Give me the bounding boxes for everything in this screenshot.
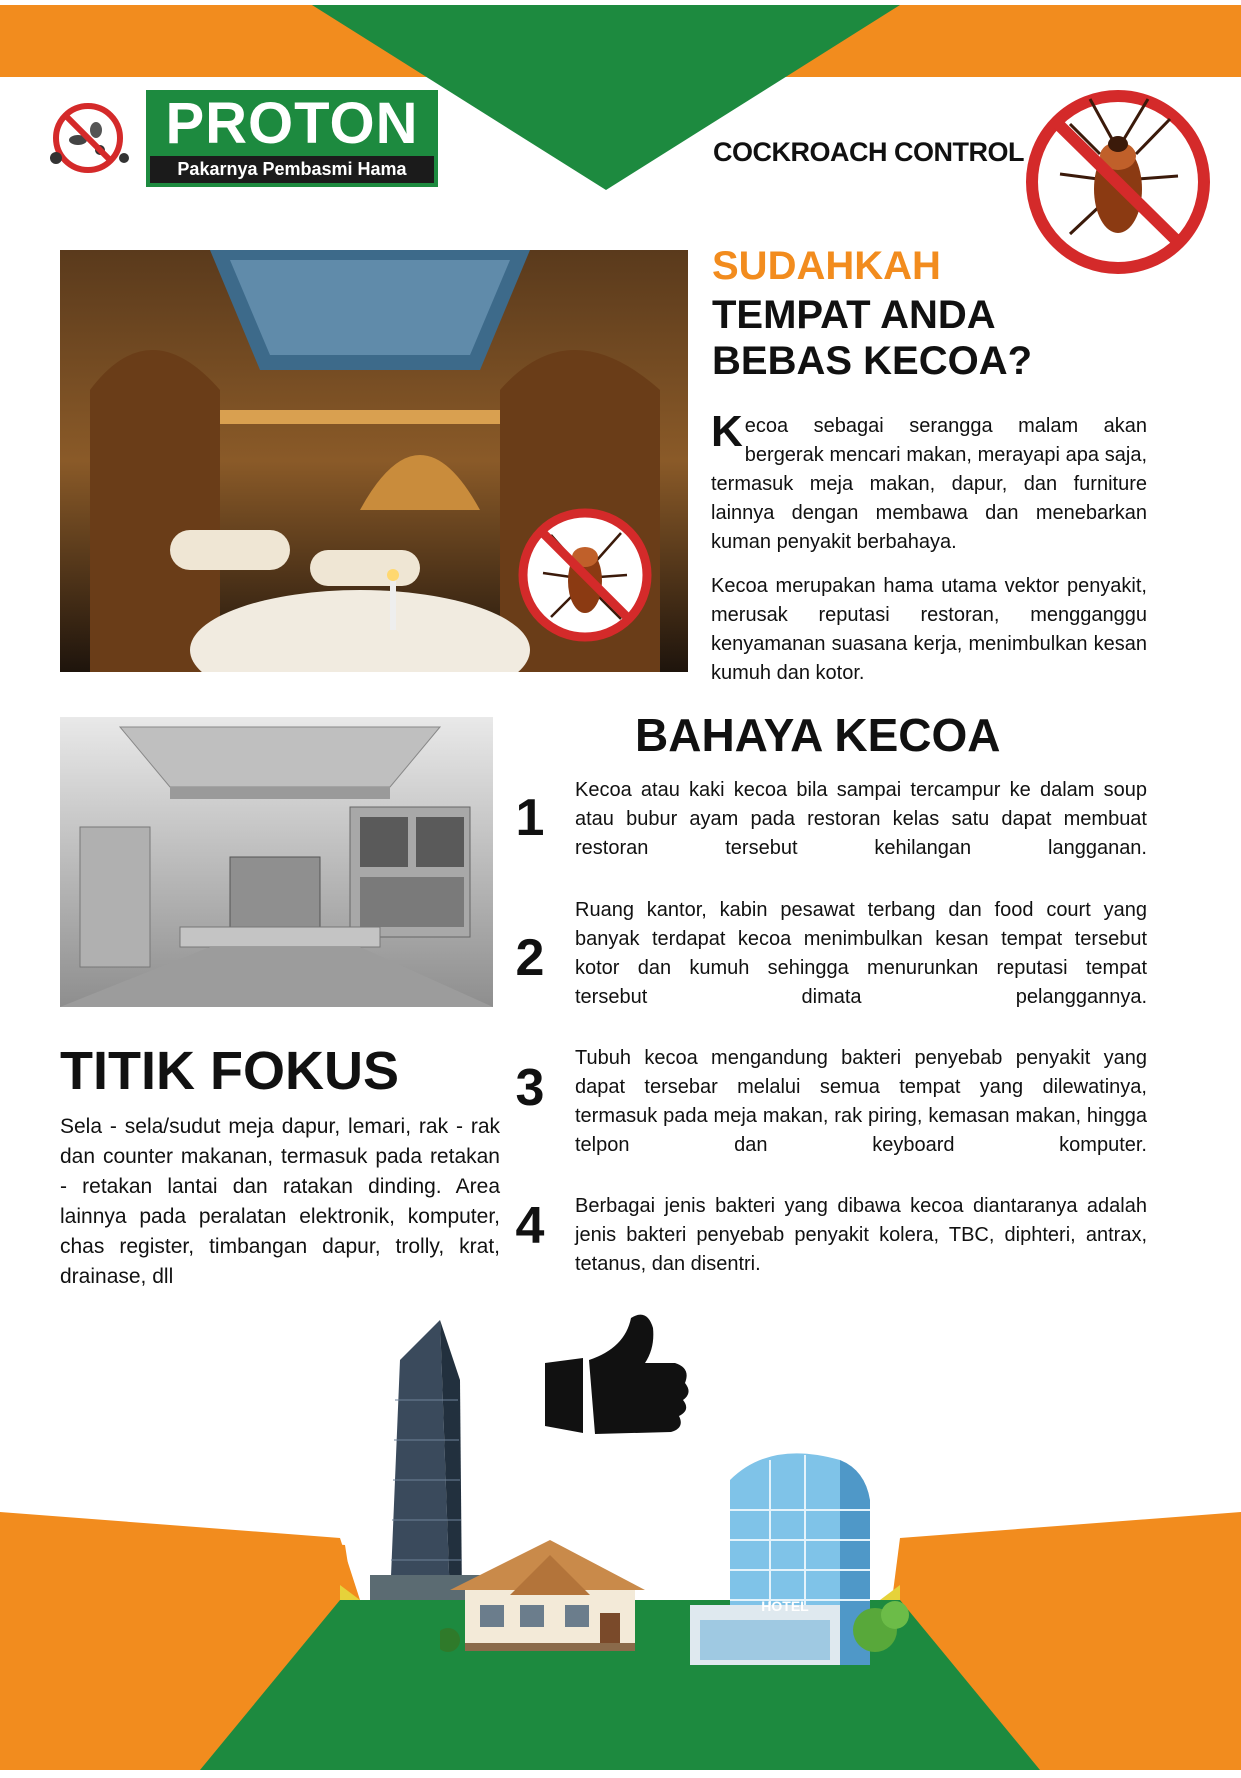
dropcap-letter: K (711, 407, 743, 456)
intro-heading-line2: TEMPAT ANDA (712, 293, 996, 337)
kitchen-photo (60, 717, 493, 1007)
brand-logo (146, 90, 438, 187)
brand-tagline: Pakarnya Pembasmi Hama (150, 156, 434, 183)
no-cockroach-sign (1020, 84, 1216, 280)
no-pests-emblem (48, 100, 130, 176)
hotel-sign: HOTEL (761, 1598, 809, 1614)
intro-paragraph-1 (711, 407, 1147, 557)
bahaya-item-2: Ruang kantor, kabin pesawat terbang dan food court yang banyak terdapat kecoa menimbulkan kesan tempat tersebut kotor dan kumuh sehingga menurunkan reputasi tempat tersebut dimata pelanggannya. (575, 899, 1147, 1008)
cockroach-icon (515, 505, 655, 645)
page-title: COCKROACH CONTROL (713, 137, 1024, 167)
intro-paragraph-2: Kecoa merupakan hama utama vektor penyakit, merusak reputasi restoran, mengganggu kenyamanan suasana kerja, menimbulkan kesan kumuh dan kotor. (711, 575, 1147, 684)
thumbs-up-icon (535, 1308, 691, 1440)
intro-heading-orange: SUDAHKAH (712, 244, 941, 288)
titik-fokus-title: TITIK FOKUS (60, 1041, 399, 1101)
bahaya-item-1: Kecoa atau kaki kecoa bila sampai tercampur ke dalam soup atau bubur ayam pada restoran kelas satu dapat membuat restoran tersebut kehilangan langganan. (575, 779, 1147, 859)
house-illustration (440, 1535, 655, 1655)
no-cockroach-badge (515, 505, 655, 645)
intro-paragraph-1-text: ecoa sebagai serangga malam akan bergerak mencari makan, merayapi apa saja, termasuk meja makan, dapur, dan furniture lainnya dengan membawa dan menebarkan kuman penyakit berbahaya. (711, 415, 1147, 553)
intro-heading-line3: BEBAS KECOA? (712, 339, 1033, 383)
cockroach-icon (1020, 84, 1216, 280)
bahaya-item-4: Berbagai jenis bakteri yang dibawa kecoa diantaranya adalah jenis bakteri penyebab penyakit kolera, TBC, diphteri, antrax, tetanus, dan disentri. (575, 1195, 1147, 1275)
bahaya-number-1: 1 (515, 789, 545, 847)
bahaya-title: BAHAYA KECOA (635, 709, 1001, 761)
brand-name: PROTON (165, 91, 419, 156)
bahaya-number-2: 2 (515, 929, 545, 987)
restaurant-photo (60, 250, 688, 672)
hotel-building-illustration (690, 1440, 910, 1670)
bahaya-item-3: Tubuh kecoa mengandung bakteri penyebab penyakit yang dapat tersebar melalui semua tempat yang dilewatinya, termasuk pada meja makan, rak piring, kemasan makan, hingga telpon dan keyboard komputer. (575, 1047, 1147, 1156)
titik-fokus-text: Sela - sela/sudut meja dapur, lemari, rak - rak dan counter makanan, termasuk pada retakan - retakan lantai dan ratakan dinding. Area lainnya pada peralatan elektronik, komputer, chas register, timbangan dapur, trolly, krat, drainase, dll (60, 1115, 500, 1288)
bahaya-number-4: 4 (515, 1197, 545, 1255)
bahaya-number-3: 3 (515, 1059, 545, 1117)
